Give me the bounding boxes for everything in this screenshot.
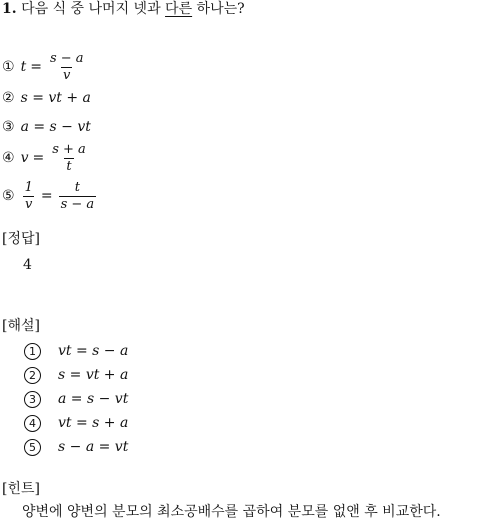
option-marker: ① bbox=[2, 59, 15, 75]
fraction-denominator: t bbox=[66, 158, 72, 174]
option-fraction bbox=[50, 143, 88, 174]
option-lhs: v bbox=[20, 150, 29, 166]
option-4 bbox=[2, 141, 90, 174]
fraction-numerator: t bbox=[74, 179, 80, 195]
option-expression: a = s − vt bbox=[20, 119, 91, 135]
solution-marker: 1 bbox=[24, 343, 41, 360]
fraction-denominator: v bbox=[25, 196, 33, 212]
solution-item-3 bbox=[24, 388, 128, 410]
option-expression: s = vt + a bbox=[20, 90, 91, 106]
question-number: 1. bbox=[2, 1, 17, 17]
option-marker: ② bbox=[2, 90, 15, 106]
option-fraction bbox=[48, 52, 86, 83]
option-marker: ⑤ bbox=[2, 188, 15, 204]
fraction-denominator: v bbox=[63, 67, 71, 83]
solution-marker: 2 bbox=[24, 367, 41, 384]
option-1 bbox=[2, 50, 88, 83]
hint-label: [힌트] bbox=[2, 481, 40, 497]
solution-label: [해설] bbox=[2, 318, 40, 334]
solution-item-4 bbox=[24, 412, 128, 434]
option-5 bbox=[2, 179, 98, 212]
option-lhs: t bbox=[20, 59, 27, 75]
solution-expression: a = s − vt bbox=[58, 391, 129, 407]
question-text-after: 하나는? bbox=[192, 1, 245, 17]
answer-value: 4 bbox=[23, 257, 32, 273]
question-text bbox=[2, 0, 245, 18]
question-text-before: 다음 식 중 나머지 넷과 bbox=[21, 1, 166, 17]
answer-label: [정답] bbox=[2, 231, 40, 247]
fraction-numerator: s − a bbox=[49, 50, 84, 66]
option-marker: ③ bbox=[2, 119, 15, 135]
fraction-denominator: s − a bbox=[60, 196, 95, 212]
option-3 bbox=[2, 114, 91, 140]
solution-marker: 4 bbox=[24, 415, 41, 432]
option-left-fraction bbox=[23, 181, 35, 212]
solution-item-5 bbox=[24, 436, 128, 458]
fraction-numerator: 1 bbox=[24, 179, 33, 195]
option-fraction bbox=[59, 181, 97, 212]
solution-expression: vt = s − a bbox=[58, 343, 129, 359]
hint-text: 양변에 양변의 분모의 최소공배수를 곱하여 분모를 없앤 후 비교한다. bbox=[22, 504, 441, 520]
option-2 bbox=[2, 85, 91, 111]
option-equals: = bbox=[40, 188, 53, 204]
option-marker: ④ bbox=[2, 150, 15, 166]
solution-item-1 bbox=[24, 340, 128, 362]
option-equals: = bbox=[30, 59, 42, 75]
solution-item-2 bbox=[24, 364, 128, 386]
solution-marker: 3 bbox=[24, 391, 41, 408]
fraction-numerator: s + a bbox=[52, 141, 86, 157]
solution-expression: s − a = vt bbox=[58, 439, 129, 455]
solution-expression: vt = s + a bbox=[58, 415, 129, 431]
solution-expression: s = vt + a bbox=[58, 367, 129, 383]
question-underlined-word: 다른 bbox=[165, 1, 193, 17]
solution-marker: 5 bbox=[24, 439, 41, 456]
option-equals: = bbox=[32, 150, 45, 166]
